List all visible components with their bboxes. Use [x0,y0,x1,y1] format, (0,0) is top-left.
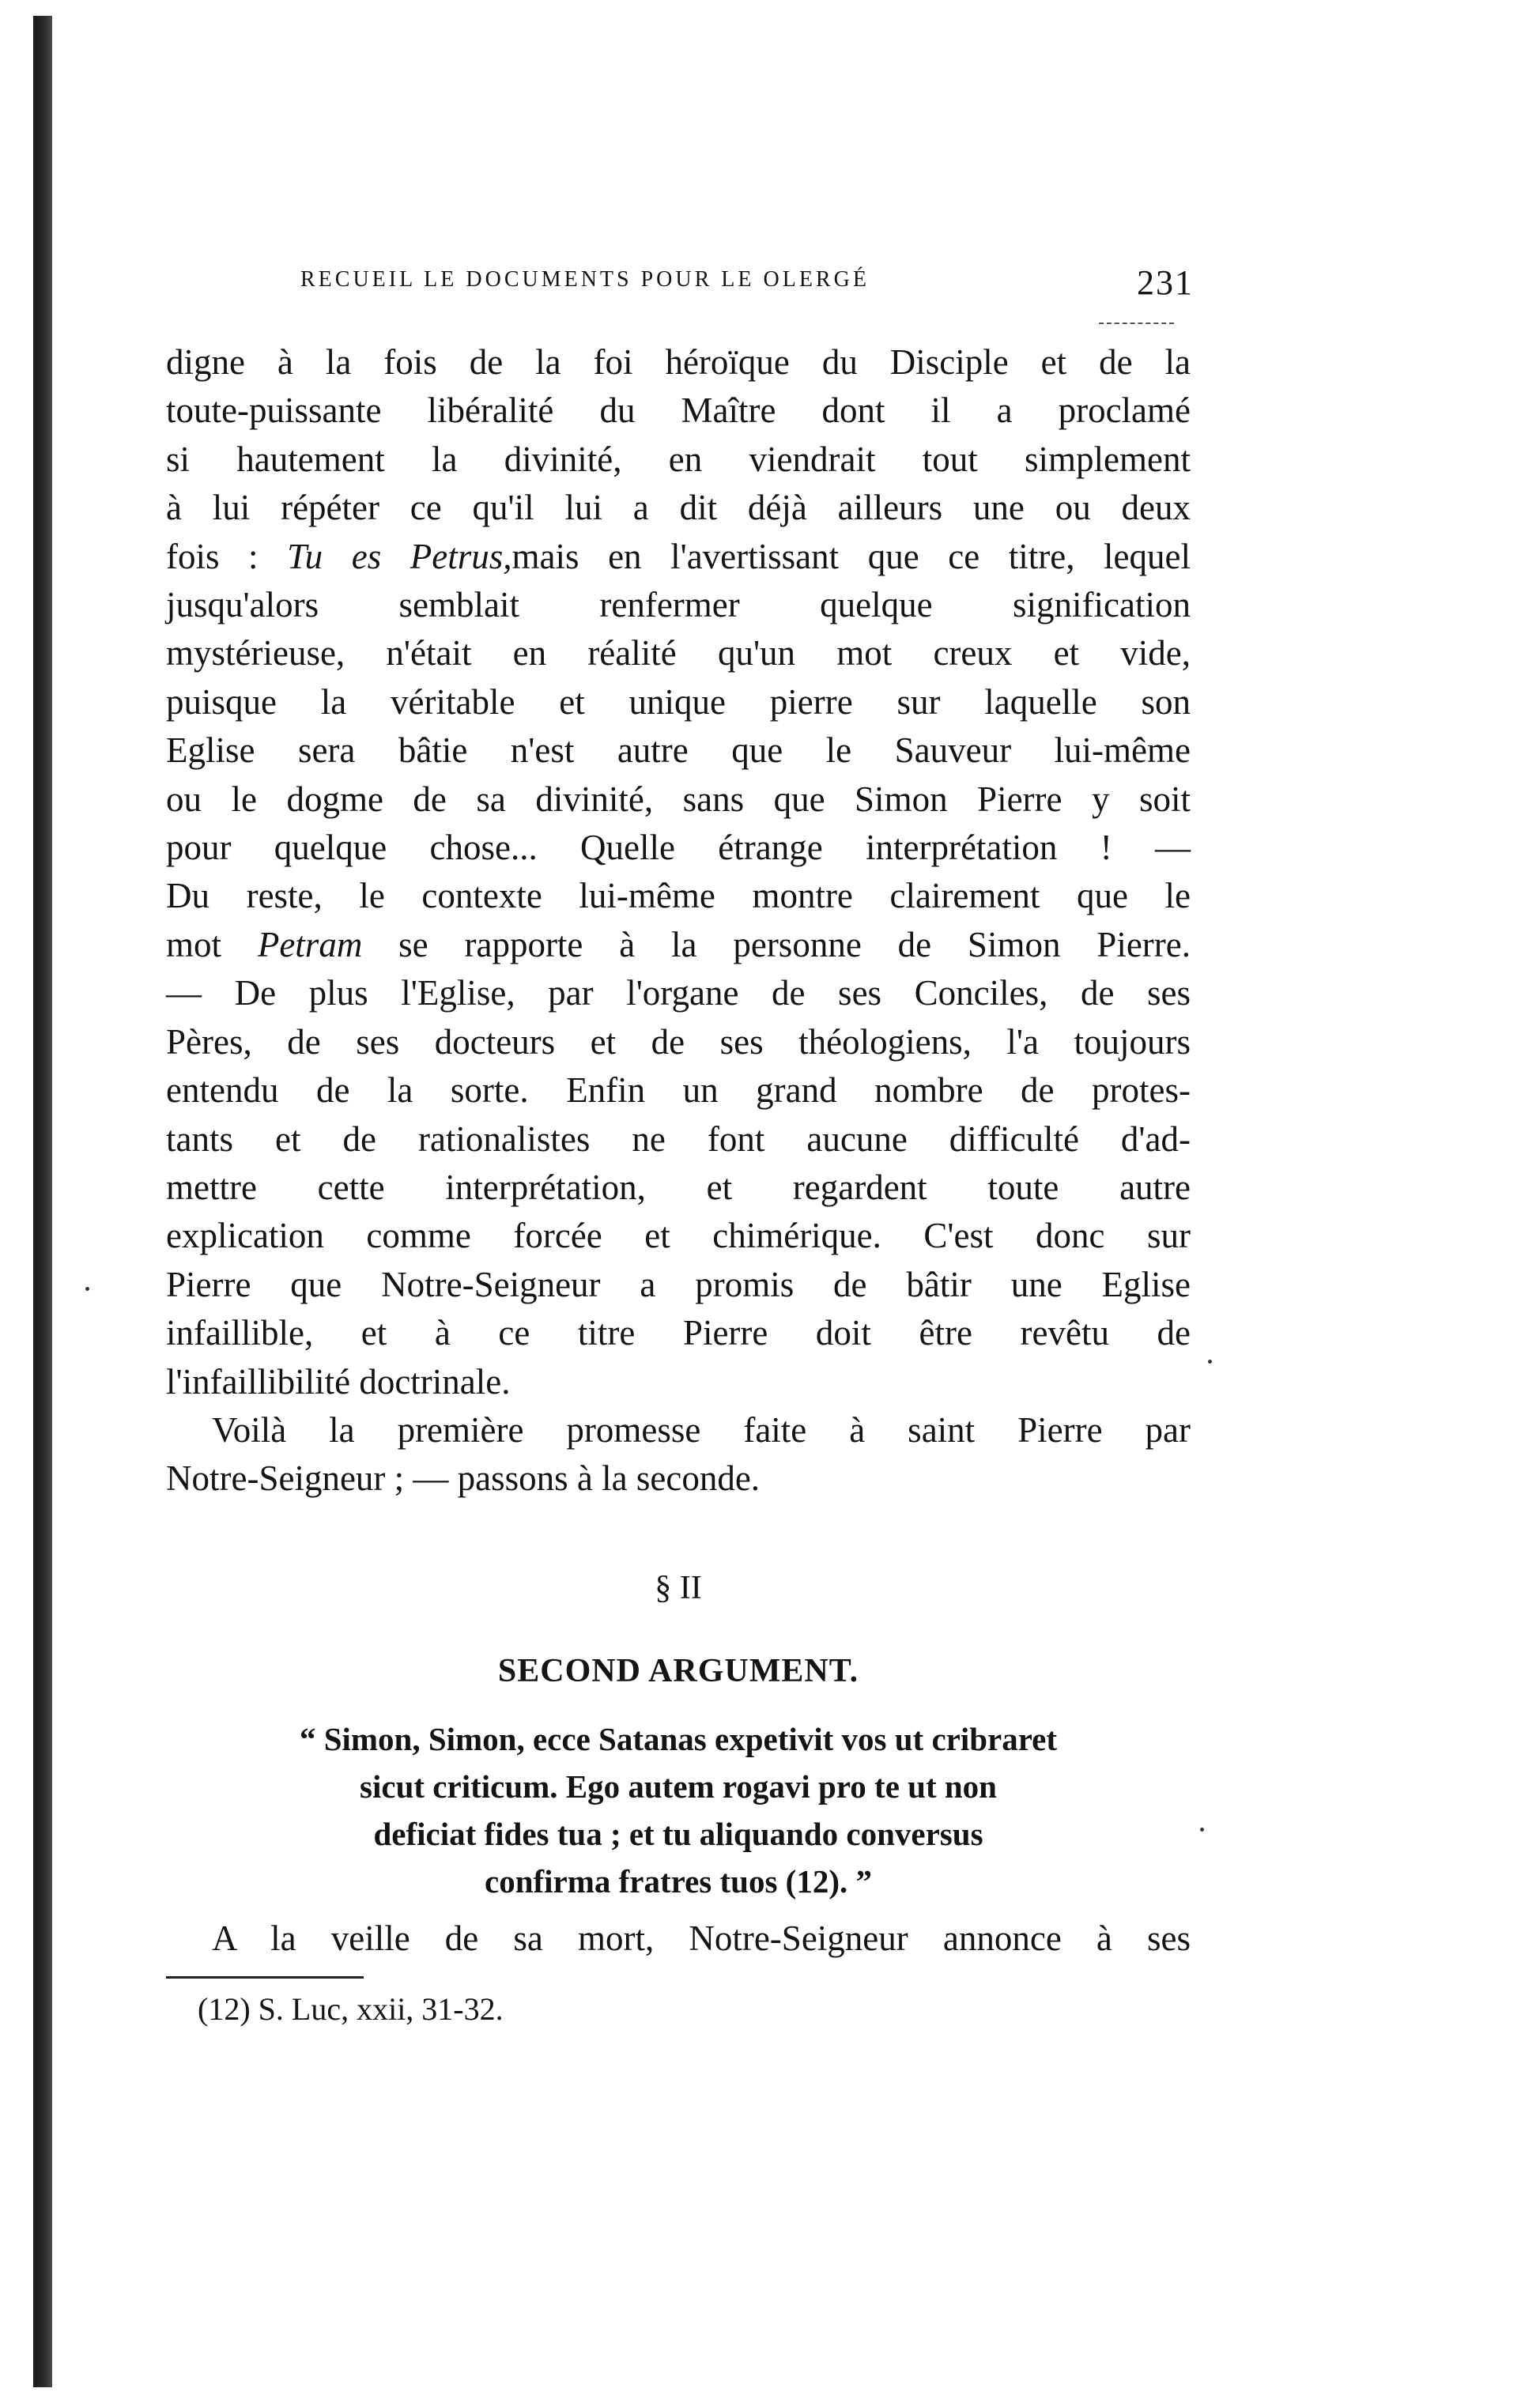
text-line: Pères, de ses docteurs et de ses théologiens, l'a toujours [166,1021,1191,1062]
quote-line: deficiat fides tua ; et tu aliquando conversus [373,1816,983,1852]
text-line: digne à la fois de la foi héroïque du Disciple et de la [166,342,1191,382]
text-run: se rapporte à la personne de Simon Pierre. [362,924,1191,964]
quote-line: sicut criticum. Ego autem rogavi pro te ut non [360,1768,997,1805]
latin-quotation [166,1715,1191,1905]
italic-petram: Petram [257,924,363,964]
quote-line: “ Simon, Simon, ecce Satanas expetivit vos ut cribraret [299,1721,1058,1757]
text-line: Du reste, le contexte lui-même montre clairement que le [166,876,1191,916]
text-line: Notre-Seigneur ; — passons à la seconde. [166,1458,761,1499]
running-title: RECUEIL LE DOCUMENTS POUR LE OLERGÉ [300,267,870,292]
body-paragraph [166,338,1191,1503]
text-line: Pierre que Notre-Seigneur a promis de bâtir une Eglise [166,1264,1191,1304]
text-run: mot [166,924,258,964]
text-line: Voilà la première promesse faite à saint Pierre par [212,1409,1191,1450]
text-line: ou le dogme de sa divinité, sans que Simon Pierre y soit [166,779,1191,819]
text-run: fois : [166,536,288,576]
text-line: à lui répéter ce qu'il lui a dit déjà ailleurs une ou deux [166,488,1191,528]
section-heading: SECOND ARGUMENT. [497,1653,859,1689]
text-line: mystérieuse, n'était en réalité qu'un mot creux et vide, [166,633,1191,673]
text-line: puisque la véritable et unique pierre sur laquelle son [166,681,1191,722]
text-line: jusqu'alors semblait renfermer quelque signification [166,585,1191,625]
text-line: entendu de la sorte. Enfin un grand nombre de protes- [166,1070,1191,1111]
print-speck [1208,1360,1212,1364]
text-line: mettre cette interprétation, et regardent toute autre [166,1167,1191,1207]
print-speck [1200,1828,1204,1832]
footnote-rule [166,1976,364,1979]
text-line: tants et de rationalistes ne font aucune difficulté d'ad- [166,1119,1191,1159]
text-line: Eglise sera bâtie n'est autre que le Sauveur lui-même [166,730,1191,771]
footnote: (12) S. Luc, xxii, 31-32. [198,1991,504,2027]
text-line: toute-puissante libéralité du Maître dont il a proclamé [166,390,1191,431]
text-line: si hautement la divinité, en viendrait tout simplement [166,439,1191,479]
header-rule [1099,323,1174,324]
text-line: infaillible, et à ce titre Pierre doit être revêtu de [166,1313,1191,1353]
print-speck [85,1287,89,1291]
continuing-paragraph [166,1915,1191,1963]
section-marker: § II [655,1570,702,1606]
page-number: 231 [1137,263,1194,302]
text-line: A la veille de sa mort, Notre-Seigneur annonce à ses [212,1919,1191,1958]
text-line: pour quelque chose... Quelle étrange interprétation ! — [166,828,1191,868]
text-line: — De plus l'Eglise, par l'organe de ses Conciles, de ses [166,973,1191,1013]
text-line: l'infaillibilité doctrinale. [166,1361,511,1402]
book-spine-edge [33,16,52,2387]
text-run: mais en l'avertissant que ce titre, lequel [511,536,1191,576]
italic-tu-es-petrus: Tu es Petrus, [287,536,512,576]
quote-line: confirma fratres tuos (12). ” [485,1863,872,1900]
text-line [166,533,1191,581]
running-header [300,263,1194,307]
text-line [166,921,1191,969]
text-line: explication comme forcée et chimérique. C'est donc sur [166,1216,1191,1256]
